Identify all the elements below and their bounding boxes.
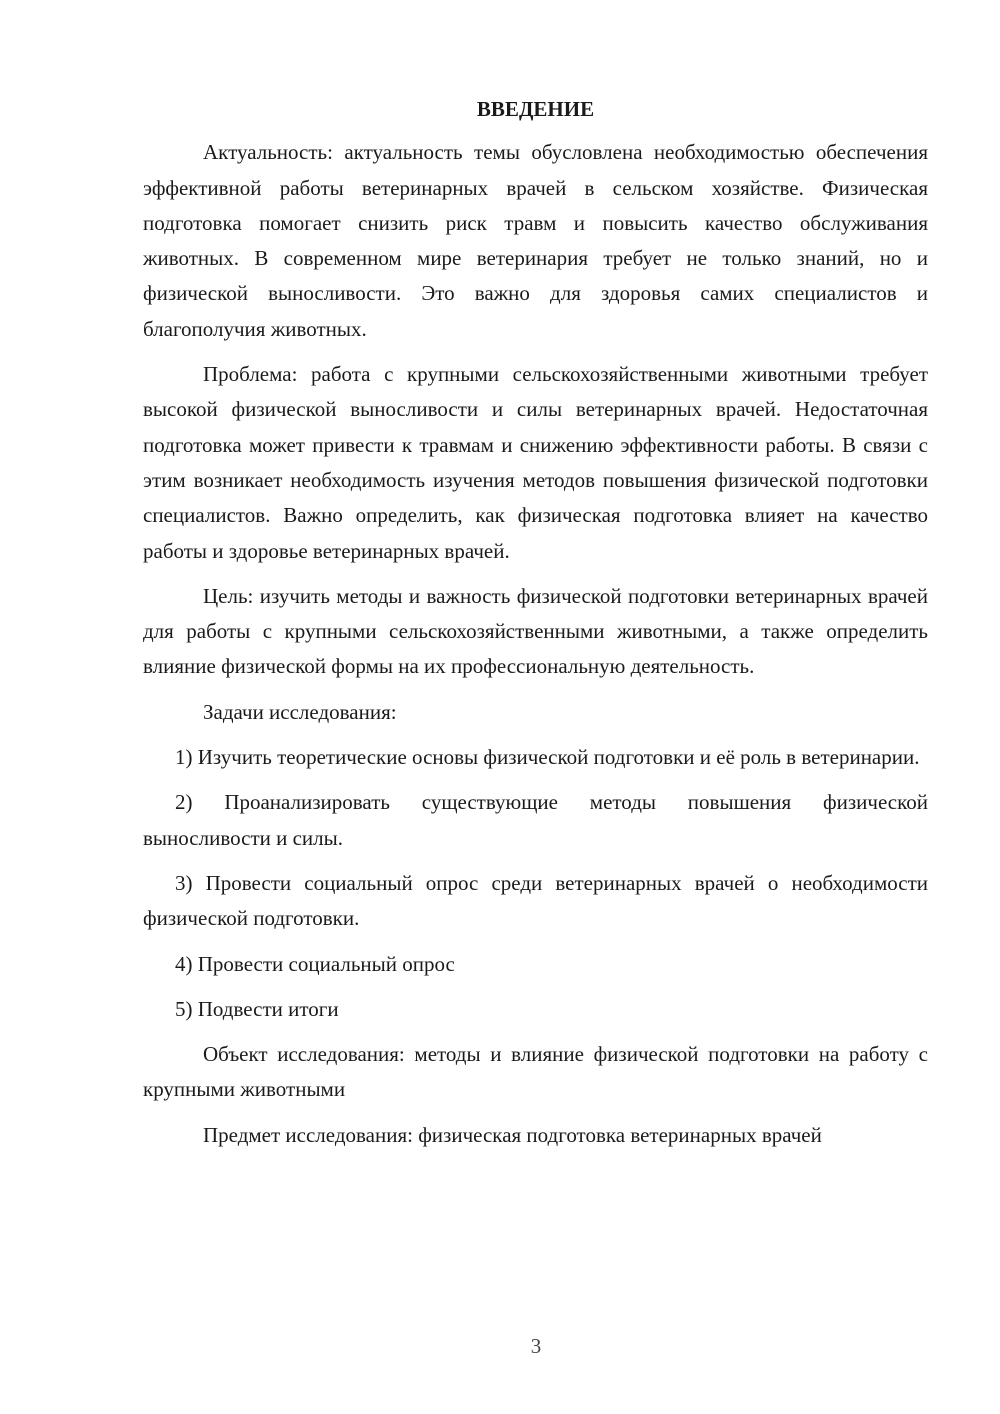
goal-paragraph: Цель: изучить методы и важность физической подготовки ветеринарных врачей для работы с крупными сельскохозяйственными животными, а также определить влияние физической формы на их профессиональную деятельность. [143,583,928,679]
list-item: 2) Проанализировать существующие методы повышения физической выносливости и силы. [143,790,928,850]
document-page [143,92,928,1163]
page-number: 3 [530,1334,542,1358]
object-paragraph: Объект исследования: методы и влияние физической подготовки на работу с крупными животными [143,1042,928,1102]
list-item: 1) Изучить теоретические основы физической подготовки и её роль в ветеринарии. [175,745,920,770]
tasks-intro: Задачи исследования: [203,699,397,724]
problem-paragraph: Проблема: работа с крупными сельскохозяйственными животными требует высокой физической выносливости и силы ветеринарных врачей. Недостаточная подготовка может привести к травмам и снижению эффективности работы. В связи с этим возникает необходимость изучения методов повышения физической подготовки специалистов. Важно определить, как физическая подготовка влияет на качество работы и здоровье ветеринарных врачей. [143,362,928,563]
list-item: 3) Провести социальный опрос среди ветеринарных врачей о необходимости физической подготовки. [143,870,928,931]
subject-paragraph: Предмет исследования: физическая подготовка ветеринарных врачей [203,1122,822,1147]
list-item: 4) Провести социальный опрос [175,951,455,976]
relevance-paragraph: Актуальность: актуальность темы обусловлена необходимостью обеспечения эффективной работы ветеринарных врачей в сельском хозяйстве. Физическая подготовка помогает снизить риск травм и повысить качество обслуживания животных. В современном мире ветеринария требует не только знаний, но и физической выносливости. Это важно для здоровья самих специалистов и благополучия животных. [143,140,928,341]
tasks-list [143,740,928,1027]
list-item: 5) Подвести итоги [175,996,339,1021]
section-heading: ВВЕДЕНИЕ [476,97,595,121]
